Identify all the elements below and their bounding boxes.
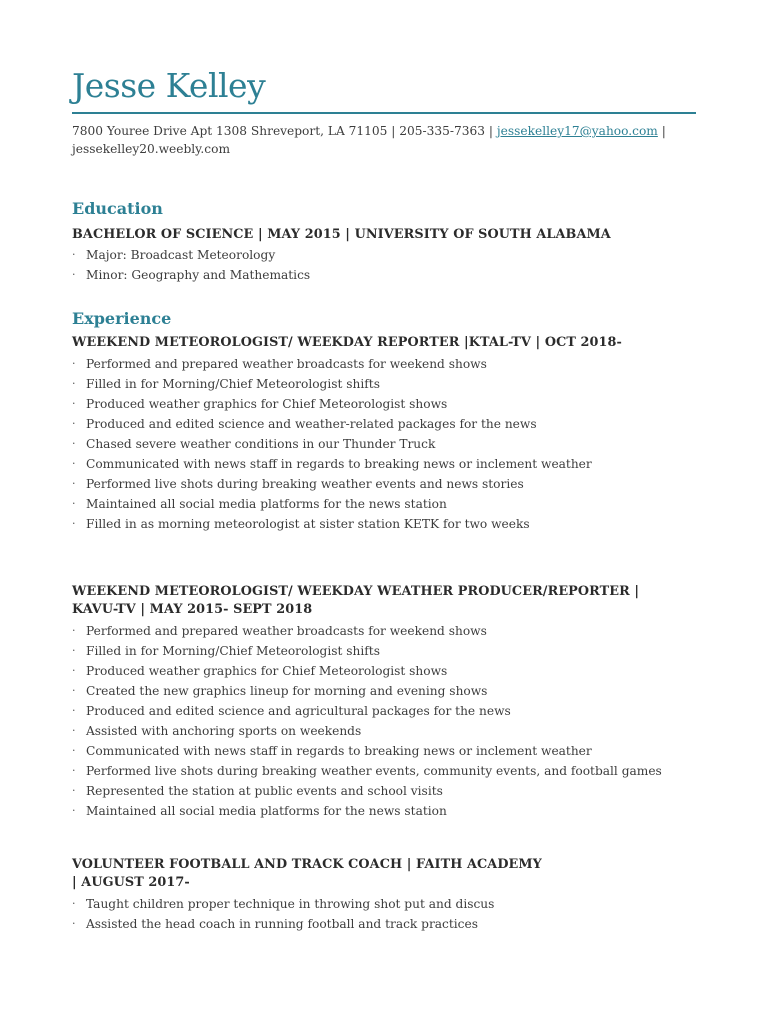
job-title-line: WEEKEND METEOROLOGIST/ WEEKDAY WEATHER PRODUCER/REPORTER | xyxy=(72,584,640,599)
job-title-ktal xyxy=(72,334,692,352)
degree-title: BACHELOR OF SCIENCE | MAY 2015 | UNIVERSITY OF SOUTH ALABAMA xyxy=(72,227,611,242)
bullet-icon: · xyxy=(72,804,76,817)
list-item xyxy=(72,265,692,285)
list-item-text: Assisted with anchoring sports on weekends xyxy=(86,724,362,738)
list-item-text: Produced and edited science and agricultural packages for the news xyxy=(86,704,511,718)
bullet-icon: · xyxy=(72,268,76,281)
list-item-text: Filled in as morning meteorologist at sister station KETK for two weeks xyxy=(86,517,530,531)
education-list xyxy=(72,245,692,285)
contact-info xyxy=(72,122,696,158)
list-item-text: Maintained all social media platforms for the news station xyxy=(86,804,447,818)
bullet-icon: · xyxy=(72,397,76,410)
bullet-icon: · xyxy=(72,644,76,657)
bullet-icon: · xyxy=(72,917,76,930)
list-item xyxy=(72,761,692,781)
bullet-icon: · xyxy=(72,517,76,530)
list-item-text: Assisted the head coach in running football and track practices xyxy=(86,917,478,931)
bullet-icon: · xyxy=(72,704,76,717)
list-item xyxy=(72,394,692,414)
list-item-text: Performed live shots during breaking weather events, community events, and football games xyxy=(86,764,662,778)
list-item xyxy=(72,621,692,641)
list-item xyxy=(72,245,692,265)
bullet-icon: · xyxy=(72,417,76,430)
job-title-faith-academy xyxy=(72,856,692,892)
bullet-icon: · xyxy=(72,357,76,370)
list-item-text: Produced weather graphics for Chief Meteorologist shows xyxy=(86,664,448,678)
email-link[interactable]: jessekelley17@yahoo.com xyxy=(496,124,658,138)
list-item-text: Filled in for Morning/Chief Meteorologist shifts xyxy=(86,644,380,658)
list-item xyxy=(72,434,692,454)
job-kavu-duties xyxy=(72,621,692,821)
bullet-icon: · xyxy=(72,477,76,490)
list-item-text: Chased severe weather conditions in our Thunder Truck xyxy=(86,437,436,451)
list-item-text: Created the new graphics lineup for morning and evening shows xyxy=(86,684,488,698)
list-item-text: Represented the station at public events and school visits xyxy=(86,784,443,798)
list-item xyxy=(72,494,692,514)
list-item-text: Filled in for Morning/Chief Meteorologist shifts xyxy=(86,377,380,391)
list-item xyxy=(72,474,692,494)
list-item xyxy=(72,914,692,934)
list-item xyxy=(72,414,692,434)
resume-name: Jesse Kelley xyxy=(72,66,266,105)
header-divider xyxy=(72,112,696,114)
bullet-icon: · xyxy=(72,784,76,797)
bullet-icon: · xyxy=(72,624,76,637)
list-item xyxy=(72,801,692,821)
list-item xyxy=(72,781,692,801)
list-item xyxy=(72,514,692,534)
list-item xyxy=(72,454,692,474)
job-title-line: KAVU-TV | MAY 2015- SEPT 2018 xyxy=(72,602,313,617)
list-item-text: Produced and edited science and weather-related packages for the news xyxy=(86,417,537,431)
list-item-text: Major: Broadcast Meteorology xyxy=(86,248,276,262)
list-item xyxy=(72,681,692,701)
list-item-text: Communicated with news staff in regards to breaking news or inclement weather xyxy=(86,744,592,758)
list-item-text: Communicated with news staff in regards to breaking news or inclement weather xyxy=(86,457,592,471)
list-item-text: Taught children proper technique in throwing shot put and discus xyxy=(86,897,495,911)
job-title-line: | AUGUST 2017- xyxy=(72,875,190,890)
bullet-icon: · xyxy=(72,744,76,757)
list-item xyxy=(72,641,692,661)
job-title-line: WEEKEND METEOROLOGIST/ WEEKDAY REPORTER |KTAL-TV | OCT 2018- xyxy=(72,335,622,350)
list-item xyxy=(72,661,692,681)
bullet-icon: · xyxy=(72,377,76,390)
job-title-line: VOLUNTEER FOOTBALL AND TRACK COACH | FAITH ACADEMY xyxy=(72,857,542,872)
list-item xyxy=(72,354,692,374)
list-item-text: Performed and prepared weather broadcasts for weekend shows xyxy=(86,624,487,638)
job-title-kavu xyxy=(72,583,692,619)
list-item xyxy=(72,721,692,741)
bullet-icon: · xyxy=(72,457,76,470)
bullet-icon: · xyxy=(72,664,76,677)
list-item xyxy=(72,894,692,914)
experience-heading: Experience xyxy=(72,309,172,328)
list-item xyxy=(72,701,692,721)
bullet-icon: · xyxy=(72,897,76,910)
list-item-text: Performed live shots during breaking weather events and news stories xyxy=(86,477,524,491)
list-item-text: Performed and prepared weather broadcasts for weekend shows xyxy=(86,357,487,371)
contact-address-phone: 7800 Youree Drive Apt 1308 Shreveport, LA 71105 | 205-335-7363 | xyxy=(72,124,497,138)
job-ktal-duties xyxy=(72,354,692,534)
bullet-icon: · xyxy=(72,724,76,737)
bullet-icon: · xyxy=(72,684,76,697)
bullet-icon: · xyxy=(72,248,76,261)
website-text: jessekelley20.weebly.com xyxy=(72,142,231,156)
contact-separator: | xyxy=(657,124,666,138)
list-item-text: Maintained all social media platforms for the news station xyxy=(86,497,447,511)
bullet-icon: · xyxy=(72,497,76,510)
list-item xyxy=(72,374,692,394)
job-faith-academy-duties xyxy=(72,894,692,934)
education-heading: Education xyxy=(72,199,163,218)
bullet-icon: · xyxy=(72,764,76,777)
list-item-text: Minor: Geography and Mathematics xyxy=(86,268,311,282)
bullet-icon: · xyxy=(72,437,76,450)
list-item xyxy=(72,741,692,761)
list-item-text: Produced weather graphics for Chief Meteorologist shows xyxy=(86,397,448,411)
